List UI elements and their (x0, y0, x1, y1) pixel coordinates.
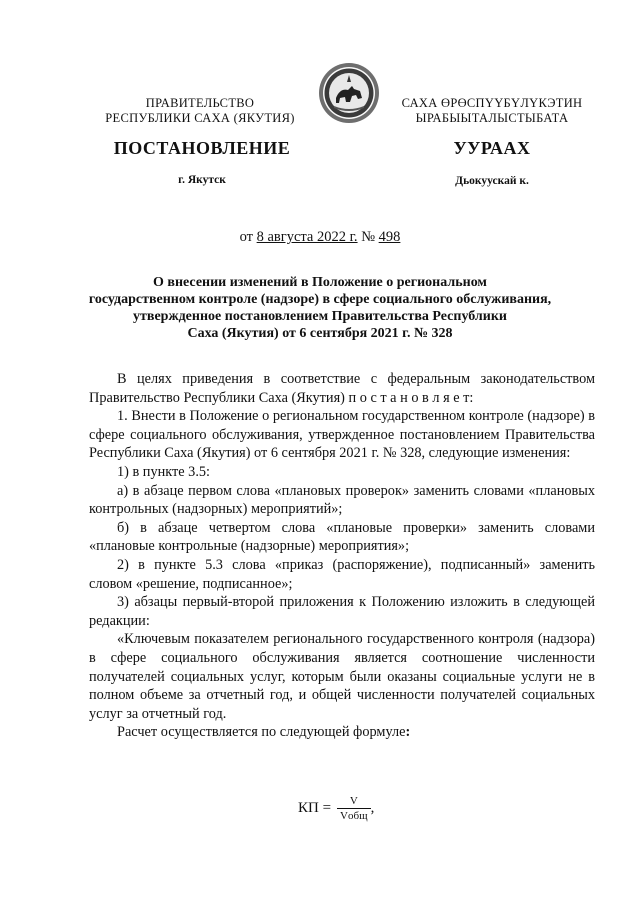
title-line1: О внесении изменений в Положение о региональном (153, 275, 487, 290)
quote-paragraph-2-colon: : (405, 724, 411, 741)
dateline-date: 8 августа 2022 г. (256, 229, 358, 245)
subitem-1b: б) в абзаце четвертом слова «плановые проверки» заменить словами «плановые контрольные (надзорные) мероприятия»; (89, 519, 595, 555)
city-ru: г. Якутск (178, 174, 226, 186)
formula-lhs: КП = (298, 800, 332, 816)
formula-denominator: Vобщ (337, 808, 371, 822)
subitem-2: 2) в пункте 5.3 слова «приказ (распоряжение), подписанный» заменить словом «решение, подписанное»; (89, 556, 595, 592)
doc-type-ru: ПОСТАНОВЛЕНИЕ (113, 138, 291, 158)
dateline (100, 229, 540, 246)
government-name-sakha (392, 96, 592, 126)
formula-trailing: , (370, 800, 375, 816)
quote-paragraph-2 (89, 723, 595, 742)
kp-formula (298, 795, 374, 822)
intro-paragraph: В целях приведения в соответствие с федеральным законодательством Правительство Республики Саха (Якутия) п о с т а н о в л я е т: (89, 371, 595, 406)
title-line2: государственном контроле (надзоре) в сфере социального обслуживания, (88, 292, 552, 307)
dateline-prefix: от (239, 229, 253, 245)
subitem-3: 3) абзацы первый-второй приложения к Положению изложить в следующей редакции: (89, 594, 595, 629)
doc-type-sakha: УУРААХ (453, 138, 531, 158)
quote-paragraph-2-text: Расчет осуществляется по следующей формуле (117, 724, 406, 741)
dateline-number-sign: № (361, 229, 376, 245)
document-title (60, 274, 580, 342)
formula-numerator: V (349, 795, 358, 807)
government-name-ru-line2: РЕСПУБЛИКИ САХА (ЯКУТИЯ) (105, 111, 295, 125)
city-sakha: Дьокуускай к. (455, 175, 529, 187)
subitem-1: 1) в пункте 3.5: (117, 463, 211, 480)
title-line4: Саха (Якутия) от 6 сентября 2021 г. № 328 (187, 326, 453, 341)
government-name-ru (100, 96, 300, 126)
government-name-sakha-line2: ЫРАБЫЫТАЛЫСТЫБАТА (415, 111, 569, 125)
item-1: 1. Внести в Положение о региональном государственном контроле (надзоре) в сфере социального обслуживания, утвержденное постановлением Правительства Республики Саха (Якутия) от 6 сентября 2021 г. № 328, следующие изменения: (89, 408, 595, 462)
subitem-1a: а) в абзаце первом слова «плановых проверок» заменить словами «плановых контрольных (надзорных) мероприятий»; (89, 482, 595, 518)
government-name-sakha-line1: САХА ӨРӨСПҮҮБҮЛҮКЭТИН (401, 96, 583, 110)
title-line3: утвержденное постановлением Правительства Республики (133, 309, 507, 324)
quote-paragraph-1: «Ключевым показателем регионального государственного контроля (надзора) в сфере социального обслуживания является соотношение численности получателей социальных услуг, которым были оказаны социальные услуги не в полном объеме за отчетный год, и общей численности получателей социальных услуг за отчетный год. (89, 631, 595, 722)
document-body (89, 370, 595, 742)
sakha-coat-of-arms-icon (318, 62, 380, 124)
formula-fraction (337, 795, 371, 822)
government-name-ru-line1: ПРАВИТЕЛЬСТВО (145, 96, 255, 110)
dateline-number: 498 (378, 229, 401, 245)
